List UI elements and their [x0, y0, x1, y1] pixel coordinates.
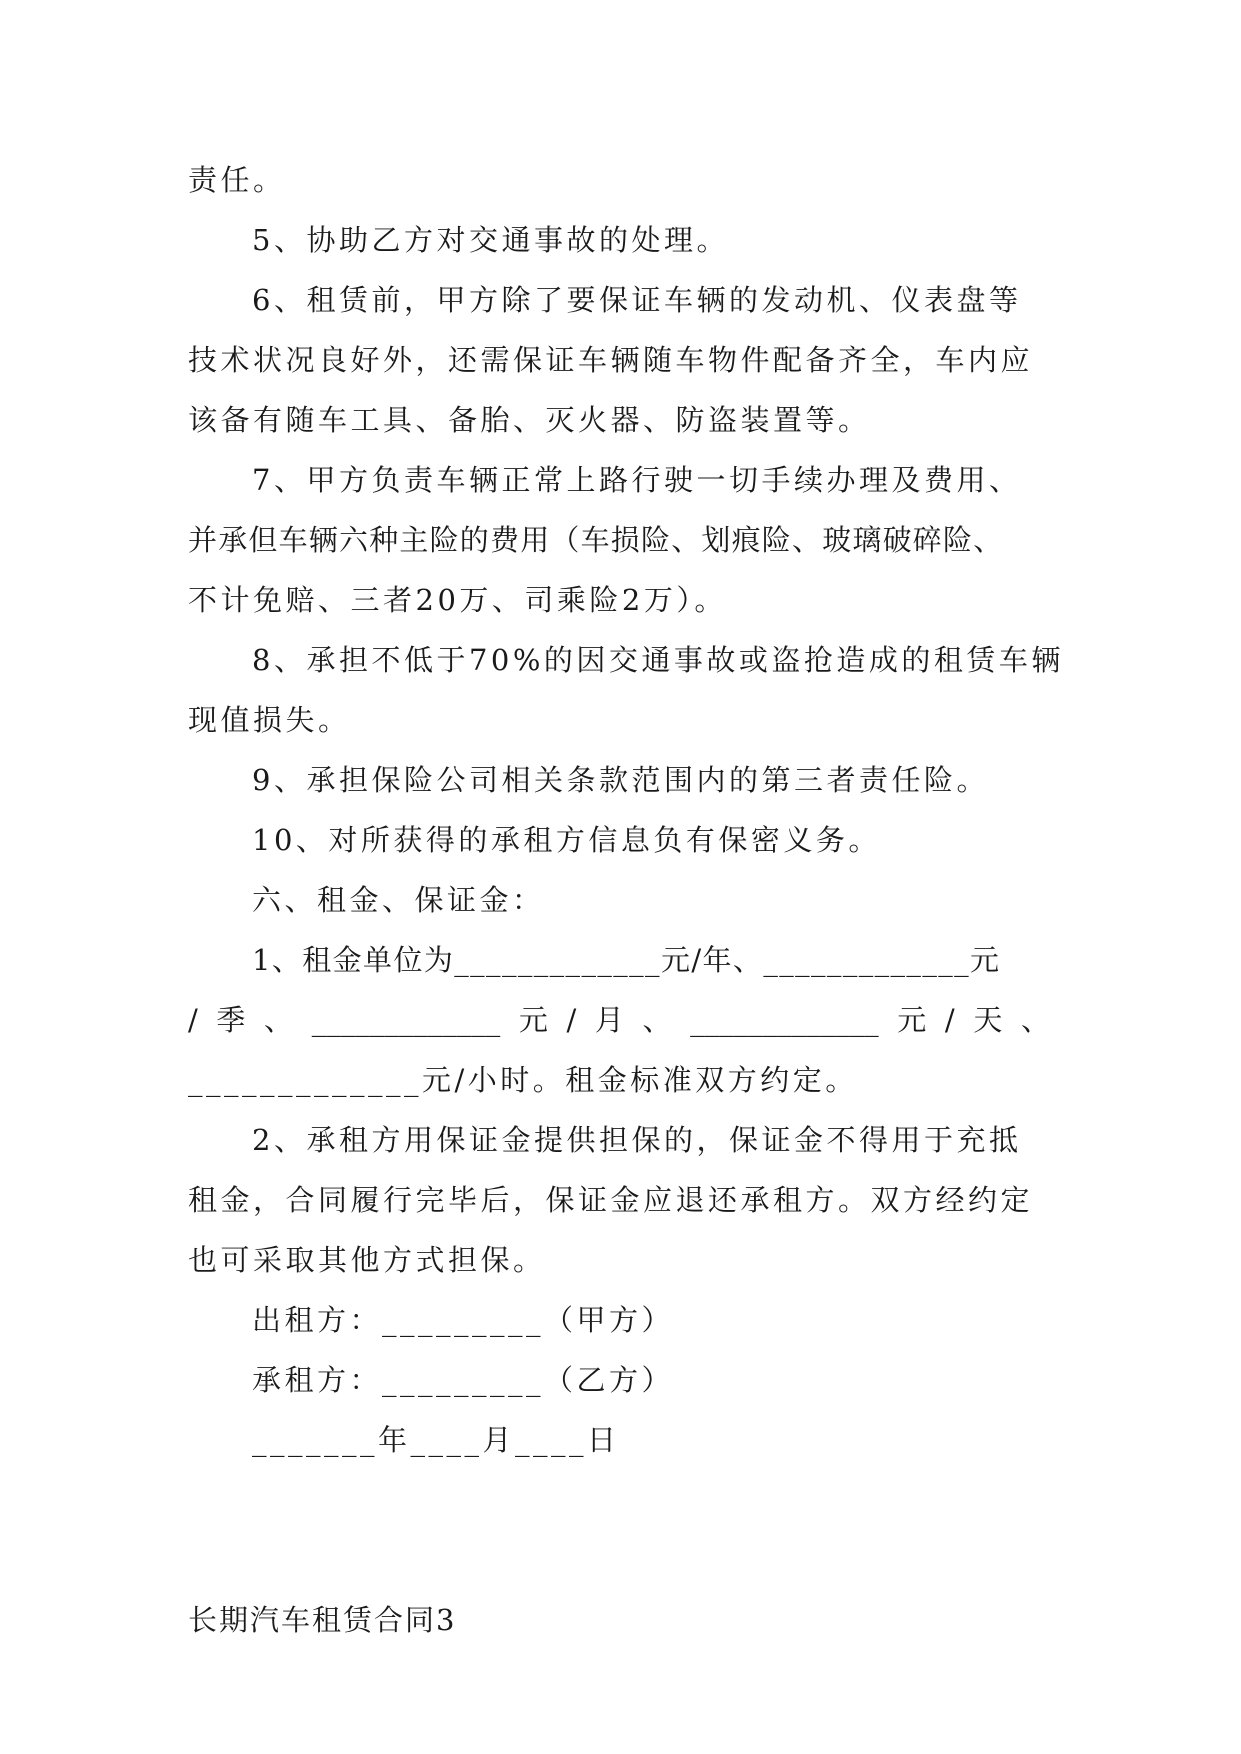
- text-line: 该备有随车工具、备胎、灭火器、防盗装置等。: [188, 403, 871, 437]
- text-line: 责任。: [188, 163, 286, 197]
- lessee-signature-line: 承租方：_________（乙方）: [252, 1363, 675, 1397]
- clause-9: 9、承担保险公司相关条款范围内的第三者责任险。: [252, 763, 989, 797]
- blank-field: _____________: [690, 1003, 879, 1037]
- lessor-signature-line: 出租方：_________（甲方）: [252, 1303, 675, 1337]
- text-line: _____________元/小时。租金标准双方约定。: [188, 1063, 858, 1097]
- text-line: 租金，合同履行完毕后，保证金应退还承租方。双方经约定: [188, 1183, 1034, 1217]
- text-line: 技术状况良好外，还需保证车辆随车物件配备齐全，车内应: [188, 343, 1034, 377]
- text-fragment: 、: [264, 1003, 294, 1037]
- section-heading-rent-deposit: 六、租金、保证金：: [252, 883, 545, 917]
- text-fragment: 元: [897, 1003, 927, 1037]
- clause-6: 6、租赁前，甲方除了要保证车辆的发动机、仪表盘等: [252, 283, 1022, 317]
- text-fragment: 元: [518, 1003, 548, 1037]
- clause-5: 5、协助乙方对交通事故的处理。: [252, 223, 729, 257]
- text-fragment: 季: [216, 1003, 246, 1037]
- clause-8: 8、承担不低于70%的因交通事故或盗抢造成的租赁车辆: [252, 643, 1064, 677]
- text-fragment: /: [566, 1003, 577, 1037]
- contract-page: [188, 150, 1064, 1650]
- clause-7: 7、甲方负责车辆正常上路行驶一切手续办理及费用、: [252, 463, 1022, 497]
- text-fragment: 天: [973, 1003, 1003, 1037]
- text-line: 不计免赔、三者20万、司乘险2万）。: [188, 583, 727, 617]
- rent-units-line: [188, 990, 1050, 1050]
- text-line: 也可采取其他方式担保。: [188, 1243, 546, 1277]
- blank-field: _____________: [311, 1003, 501, 1037]
- text-line: 现值损失。: [188, 703, 351, 737]
- text-fragment: /: [188, 1003, 198, 1037]
- text-fragment: 月: [594, 1003, 624, 1037]
- text-fragment: /: [944, 1003, 955, 1037]
- text-line: 并承但车辆六种主险的费用（车损险、划痕险、玻璃破碎险、: [188, 523, 1004, 557]
- clause-10: 10、对所获得的承租方信息负有保密义务。: [252, 823, 881, 857]
- text-fragment: 、: [1020, 1003, 1050, 1037]
- date-line: _______年____月____日: [252, 1423, 620, 1457]
- section-gap: [188, 1470, 1050, 1590]
- next-contract-title: 长期汽车租赁合同3: [188, 1603, 457, 1637]
- text-fragment: 、: [642, 1003, 672, 1037]
- rent-clause-2: 2、承租方用保证金提供担保的，保证金不得用于充抵: [252, 1123, 1022, 1157]
- rent-clause-1: 1、租金单位为_____________元/年、_____________元: [252, 943, 1001, 977]
